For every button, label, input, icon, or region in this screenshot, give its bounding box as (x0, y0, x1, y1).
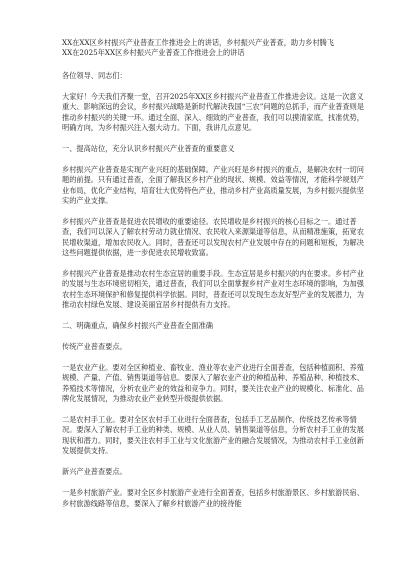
paragraph-agriculture: 一是农业产业。要对全区种植业、畜牧业、渔业等农业产业进行全面普查，包括种植面积、养殖规模、产量、产值、销售渠道等信息。要深入了解农业产业的种植品种、养殖品种、种植技术、养殖技术等情况，分析农业产业的效益和竞争力。同时，要关注农业产业的规模化、标准化、品牌化发展情况，为推动农业产业转型升级提供依据。 (62, 362, 364, 404)
subheading-emerging-industry: 新兴产业普查要点。 (62, 467, 127, 477)
salutation: 各位领导、同志们： (62, 70, 127, 80)
paragraph-ecology: 乡村振兴产业普查是推动农村生态宜居的重要手段。生态宜居是乡村振兴的内在要求。乡村产业的发展与生态环境密切相关，通过普查，我们可以全面掌握乡村产业对生态环境的影响，为加强农村生态环境保护和修复提供科学依据。同时，普查还可以发现生态友好型产业的发展潜力，为推动农村绿色发展、建设美丽宜居乡村提供有力支持。 (62, 269, 364, 310)
document-title-line: XX在XX区乡村振兴产业普查工作推进会上的讲话，乡村振兴产业普查，助力乡村腾飞 (62, 38, 335, 47)
document-subtitle-line: XX在2025年XX区乡村振兴产业普查工作推进会上的讲话 (62, 48, 245, 58)
paragraph-opening: 大家好！今天我们齐聚一堂，召开2025年XX区乡村振兴产业普查工作推进会议。这是一次意义重大、影响深远的会议，乡村振兴战略是新时代解决我国“三农”问题的总抓手，而产业普查则是推动乡村振兴的关键一环。通过全面、深入、细致的产业普查，我们可以摸清家底，找准优势，明确方向，为乡村振兴注入强大动力。下面，我讲几点意见。 (62, 91, 365, 132)
paragraph-handicraft: 二是农村手工业。要对全区农村手工业进行全面普查，包括手工艺品制作、传统技艺传承等情况。要深入了解农村手工业的种类、规模、从业人员、销售渠道等信息，分析农村手工业的发展现状和潜力。同时，要关注农村手工业与文化旅游产业的融合发展情况，为推动农村手工业创新发展提供支持。 (62, 415, 364, 456)
section-heading-2: 二、明确重点，确保乡村振兴产业普查全面准确 (62, 321, 213, 331)
subheading-traditional-industry: 传统产业普查要点。 (62, 342, 127, 352)
section-heading-1: 一、提高站位，充分认识乡村振兴产业普查的重要意义 (62, 143, 235, 153)
paragraph-farmer-income: 乡村振兴产业普查是促进农民增收的重要途径。农民增收是乡村振兴的核心目标之一。通过普查，我们可以深入了解农村劳动力就业情况、农民收入来源渠道等信息，从而精准施策，拓宽农民增收渠道，增加农民收入。同时，普查还可以发现农村产业发展中存在的问题和短板，为解决这些问题提供依据，进一步促进农民增收致富。 (62, 216, 364, 258)
document-body (62, 38, 368, 509)
paragraph-rural-tourism: 一是乡村旅游产业。要对全区乡村旅游产业进行全面普查，包括乡村旅游景区、乡村旅游民宿、乡村旅游线路等信息，要深入了解乡村旅游产业的接待能 (62, 488, 364, 508)
paragraph-industry-prosperity: 乡村振兴产业普查是实现产业兴旺的基础保障。产业兴旺是乡村振兴的重点，是解决农村一切问题的前提。只有通过普查，全面了解我区乡村产业的现状、规模、效益等情况，才能科学规划产业布局，优化产业结构，培育壮大优势特色产业，推动乡村产业高质量发展，为乡村振兴提供坚实的产业支撑。 (62, 164, 364, 205)
